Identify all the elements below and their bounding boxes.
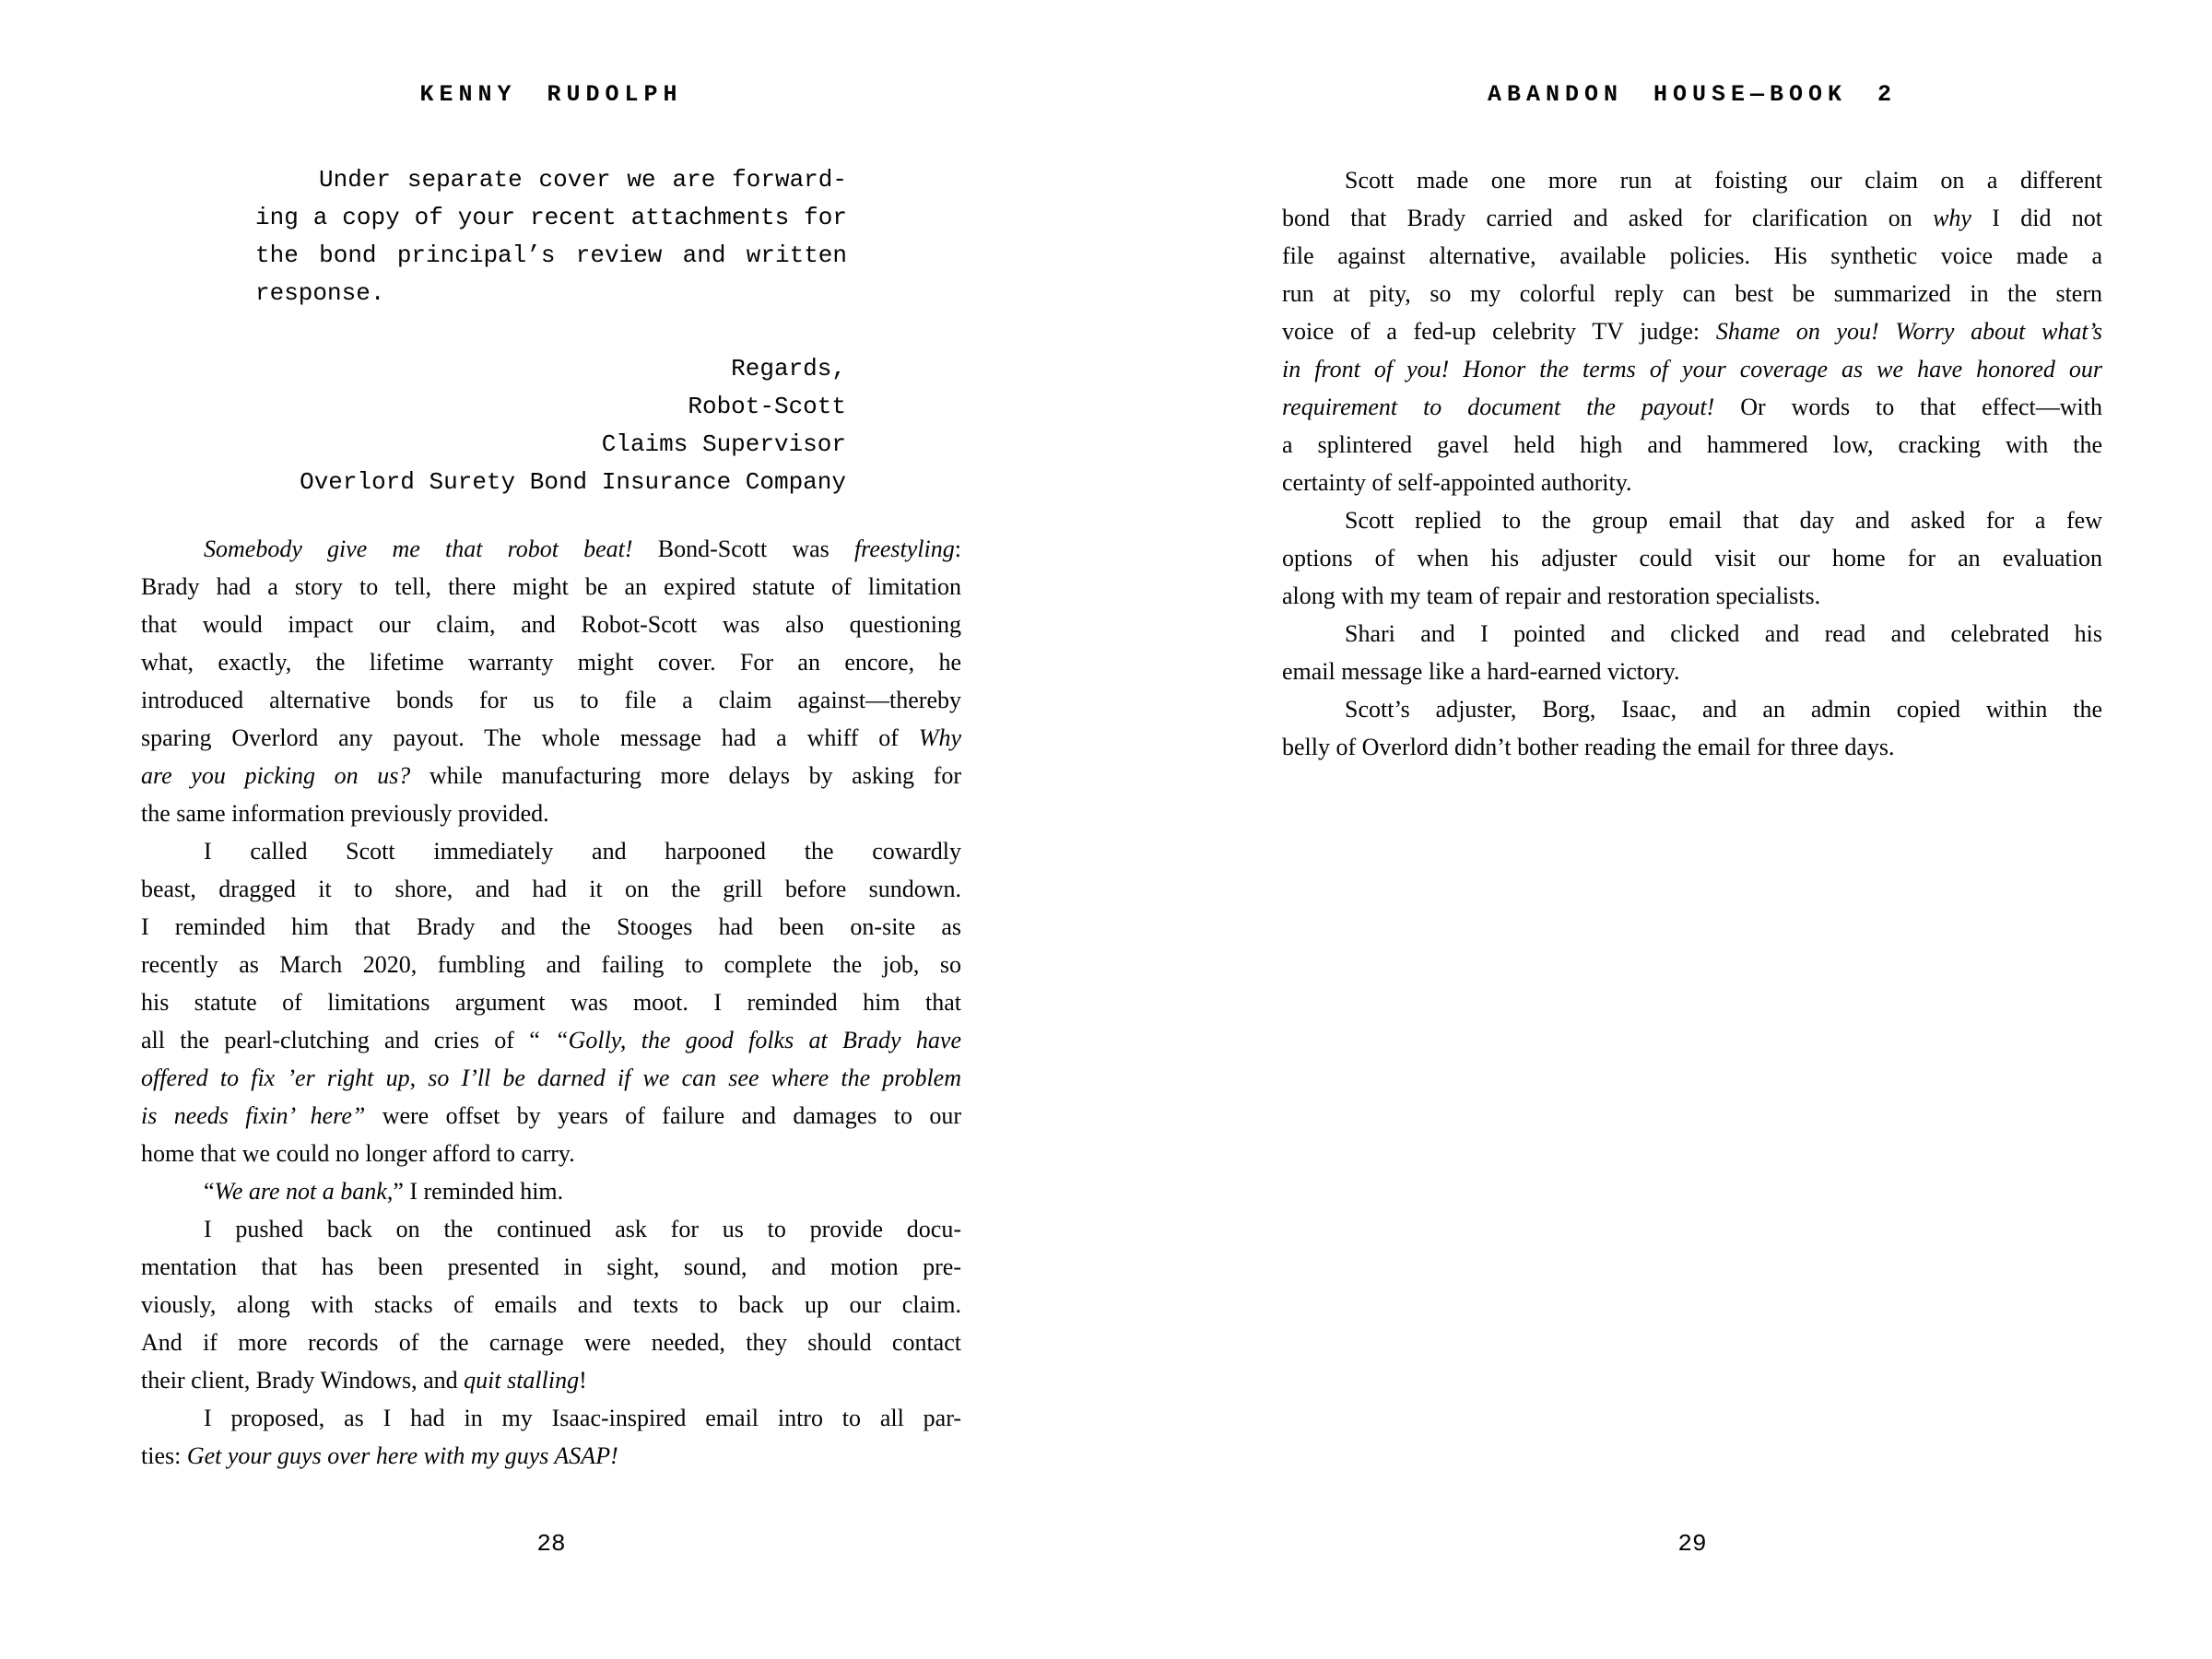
- text-line: [141, 1059, 961, 1097]
- text-line: home that we could no longer afford to carry.: [141, 1140, 575, 1167]
- running-header-title: ABANDON HOUSE—BOOK 2: [1487, 81, 1898, 108]
- italic-run: freestyling: [853, 535, 955, 562]
- text-line: “We are not a bank,” I reminded him.: [204, 1178, 564, 1205]
- italic-run: is needs fixin’ here”: [141, 1102, 366, 1129]
- text-line: email message like a hard-earned victory.: [1282, 658, 1680, 685]
- signature-line: Overlord Surety Bond Insurance Company: [300, 468, 846, 496]
- text-line: Under separate cover we are forward-: [319, 166, 847, 194]
- text-line: what, exactly, the lifetime warranty might cover. For an encore, he: [141, 649, 961, 676]
- text-line: voice of a fed-up celebrity TV judge: Shame on you! Worry about what’s: [1282, 318, 2103, 345]
- text-line: Scott replied to the group email that day and asked for a few: [1345, 507, 2102, 534]
- text-line: Somebody give me that robot beat! Bond-Scott was freestyling:: [204, 535, 961, 562]
- text-line: beast, dragged it to shore, and had it on the grill before sundown.: [141, 876, 961, 902]
- text-line: file against alternative, available policies. His synthetic voice made a: [1282, 242, 2102, 269]
- left-text-column: [141, 0, 961, 1659]
- text-line: ing a copy of your recent attachments for: [255, 204, 847, 231]
- text-line: options of when his adjuster could visit our home for an evaluation: [1282, 545, 2102, 571]
- text-line: the bond principal’s review and written: [255, 241, 847, 269]
- signature-line: Regards,: [731, 355, 846, 382]
- letter-signature: [141, 350, 846, 501]
- letter-excerpt: [255, 161, 847, 312]
- page-number-left: 28: [536, 1530, 566, 1558]
- text-line: I pushed back on the continued ask for us to provide docu-: [204, 1216, 961, 1242]
- italic-run: Why: [918, 724, 961, 751]
- text-line: a splintered gavel held high and hammered low, cracking with the: [1282, 431, 2102, 458]
- italic-run: quit stalling: [464, 1367, 580, 1394]
- italic-run: offered to fix ’er right up, so I’ll be darned if we can see where the problem: [141, 1065, 961, 1091]
- text-line: mentation that has been presented in sight, sound, and motion pre-: [141, 1253, 961, 1280]
- text-line: And if more records of the carnage were needed, they should contact: [141, 1329, 961, 1356]
- page-number-right: 29: [1677, 1530, 1707, 1558]
- text-line: run at pity, so my colorful reply can best be summarized in the stern: [1282, 280, 2102, 307]
- italic-run: We are not a bank: [214, 1178, 387, 1205]
- italic-run: Shame on you! Worry about what’s: [1715, 318, 2103, 345]
- body-text-right: [1282, 161, 2102, 766]
- right-text-column: [1282, 0, 2102, 1659]
- text-line: ties: Get your guys over here with my guys ASAP!: [141, 1442, 618, 1469]
- italic-run: Get your guys over here with my guys ASAP!: [186, 1442, 618, 1469]
- text-line: Scott’s adjuster, Borg, Isaac, and an admin copied within the: [1345, 696, 2102, 723]
- text-line: response.: [255, 279, 385, 307]
- text-line: Brady had a story to tell, there might be an expired statute of limitation: [141, 573, 961, 600]
- text-line: viously, along with stacks of emails and texts to back up our claim.: [141, 1291, 961, 1318]
- text-line: belly of Overlord didn’t bother reading the email for three days.: [1282, 734, 1895, 760]
- text-line: their client, Brady Windows, and quit stalling!: [141, 1367, 587, 1394]
- italic-run: requirement to document the payout!: [1282, 394, 1715, 420]
- text-line: Shari and I pointed and clicked and read and celebrated his: [1345, 620, 2102, 647]
- text-line: his statute of limitations argument was moot. I reminded him that: [141, 989, 961, 1016]
- text-line: sparing Overlord any payout. The whole message had a whiff of Why: [141, 724, 961, 751]
- italic-run: “Golly, the good folks at Brady have: [555, 1027, 961, 1053]
- running-header-author: KENNY RUDOLPH: [419, 81, 683, 108]
- text-line: along with my team of repair and restoration specialists.: [1282, 582, 1821, 609]
- italic-run: Somebody give me that robot beat!: [204, 535, 633, 562]
- text-line: I reminded him that Brady and the Stooges had been on-site as: [141, 913, 961, 940]
- text-line: requirement to document the payout! Or words to that effect—with: [1282, 394, 2102, 420]
- italic-run: why: [1933, 205, 1971, 231]
- text-line: I called Scott immediately and harpooned the cowardly: [204, 838, 961, 865]
- text-line: I proposed, as I had in my Isaac-inspired email intro to all par-: [204, 1405, 961, 1431]
- text-line: the same information previously provided.: [141, 800, 549, 827]
- text-line: Scott made one more run at foisting our claim on a different: [1345, 167, 2102, 194]
- text-line: that would impact our claim, and Robot-Scott was also questioning: [141, 611, 961, 638]
- text-line: is needs fixin’ here” were offset by years of failure and damages to our: [141, 1102, 961, 1129]
- text-line: bond that Brady carried and asked for clarification on why I did not: [1282, 205, 2103, 231]
- italic-run: in front of you! Honor the terms of your coverage as we have honored our: [1282, 356, 2102, 382]
- text-line: certainty of self-appointed authority.: [1282, 469, 1632, 496]
- text-line: introduced alternative bonds for us to file a claim against—thereby: [141, 687, 961, 713]
- text-line: all the pearl-clutching and cries of “ “Golly, the good folks at Brady have: [141, 1027, 961, 1053]
- signature-line: Robot-Scott: [688, 393, 846, 420]
- text-line: recently as March 2020, fumbling and failing to complete the job, so: [141, 951, 961, 978]
- text-line: are you picking on us? while manufacturing more delays by asking for: [141, 762, 961, 789]
- text-line: [1282, 350, 2102, 388]
- body-text-left: [141, 530, 961, 1475]
- italic-run: are you picking on us?: [141, 762, 411, 789]
- signature-line: Claims Supervisor: [601, 430, 846, 458]
